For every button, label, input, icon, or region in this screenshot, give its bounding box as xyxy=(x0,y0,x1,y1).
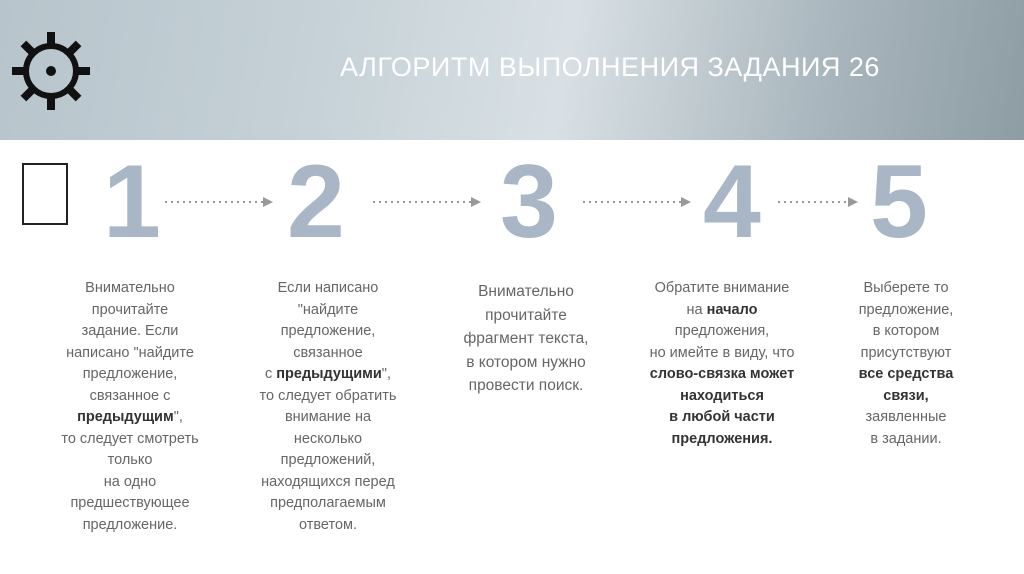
text: провести поиск. xyxy=(468,377,584,394)
step-line xyxy=(806,321,1006,343)
text: только xyxy=(107,452,153,468)
step-line xyxy=(426,304,626,328)
text: предложений, xyxy=(280,452,376,468)
gear-icon xyxy=(12,32,90,110)
step-line xyxy=(30,300,230,322)
step-line xyxy=(30,450,230,472)
step-line xyxy=(228,407,428,429)
step-line xyxy=(30,386,230,408)
text: в котором xyxy=(872,323,940,339)
step-text-3 xyxy=(426,280,626,398)
text: Если написано xyxy=(277,280,379,296)
text: на xyxy=(686,301,707,318)
arrow-icon xyxy=(583,195,691,209)
step-line xyxy=(30,429,230,451)
arrow-icon xyxy=(373,195,481,209)
step-line xyxy=(228,300,428,322)
empty-square xyxy=(22,163,68,225)
step-line xyxy=(806,407,1006,429)
step-line xyxy=(228,364,428,386)
step-line xyxy=(30,515,230,537)
step-line xyxy=(228,493,428,515)
text: прочитайте xyxy=(485,306,567,324)
text: предложения, xyxy=(674,323,770,339)
step-line xyxy=(617,364,827,386)
step-line xyxy=(806,386,1006,408)
text: предложение, xyxy=(280,323,376,339)
text: написано "найдите xyxy=(66,344,194,361)
step-line xyxy=(806,278,1006,300)
step-line xyxy=(806,300,1006,322)
text: то следует смотреть xyxy=(61,430,199,447)
text: "найдите xyxy=(297,301,359,318)
step-text-4 xyxy=(617,278,827,450)
bold-text: предыдущими xyxy=(276,366,382,382)
step-line xyxy=(426,374,626,398)
text: связанное с xyxy=(89,387,171,404)
page-title: АЛГОРИТМ ВЫПОЛНЕНИЯ ЗАДАНИЯ 26 xyxy=(340,52,880,82)
step-number-3: 3 xyxy=(500,144,558,260)
step-line xyxy=(426,280,626,304)
arrow-icon xyxy=(165,195,273,209)
text: но имейте в виду, что xyxy=(649,344,795,361)
text: фрагмент текста, xyxy=(463,330,589,347)
step-line xyxy=(30,493,230,515)
text: внимание на xyxy=(284,409,372,425)
text: находящихся перед xyxy=(261,473,395,490)
text: присутствуют xyxy=(860,344,952,361)
bold-text: начало xyxy=(706,301,758,318)
text: в задании. xyxy=(870,430,942,447)
text: несколько xyxy=(293,430,363,447)
step-line xyxy=(617,321,827,343)
step-line xyxy=(30,321,230,343)
text: Выберете то xyxy=(863,280,949,296)
text: прочитайте xyxy=(91,301,169,318)
bold-text: предыдущим xyxy=(77,409,174,425)
text: то следует обратить xyxy=(259,387,397,404)
step-text-5 xyxy=(806,278,1006,450)
step-line xyxy=(806,429,1006,451)
step-line xyxy=(806,364,1006,386)
text: заявленные xyxy=(865,409,947,425)
text: ", xyxy=(173,409,183,425)
bold-text: в любой части xyxy=(669,409,775,425)
step-line xyxy=(426,351,626,375)
step-text-1 xyxy=(30,278,230,536)
bold-text: все средства xyxy=(858,366,954,382)
text: с xyxy=(265,366,277,382)
step-line xyxy=(617,407,827,429)
text: ", xyxy=(381,366,391,382)
header-banner xyxy=(0,0,1024,140)
text: связанное xyxy=(293,344,363,361)
text: Внимательно xyxy=(478,283,574,300)
step-line xyxy=(228,278,428,300)
text: задание. Если xyxy=(81,323,179,339)
step-line xyxy=(30,364,230,386)
bold-text: предложения. xyxy=(671,430,773,447)
step-line xyxy=(426,327,626,351)
text: Обратите внимание xyxy=(654,280,790,296)
step-number-1: 1 xyxy=(103,144,161,260)
bold-text: связи, xyxy=(883,387,929,404)
bold-text: находиться xyxy=(680,387,764,404)
step-number-5: 5 xyxy=(870,144,928,260)
step-line xyxy=(228,429,428,451)
text: предполагаемым xyxy=(270,495,386,511)
step-line xyxy=(228,386,428,408)
step-line xyxy=(30,472,230,494)
text: предложение, xyxy=(858,301,954,318)
text: на одно xyxy=(103,473,157,490)
step-line xyxy=(228,472,428,494)
step-line xyxy=(228,343,428,365)
step-line xyxy=(228,450,428,472)
step-line xyxy=(30,407,230,429)
step-line xyxy=(617,300,827,322)
text: ответом. xyxy=(298,516,358,533)
text: в котором нужно xyxy=(466,353,586,371)
step-text-2 xyxy=(228,278,428,536)
step-line xyxy=(617,278,827,300)
step-line xyxy=(617,343,827,365)
arrow-icon xyxy=(778,195,858,209)
step-line xyxy=(228,515,428,537)
step-line xyxy=(30,343,230,365)
step-line xyxy=(617,429,827,451)
step-line xyxy=(228,321,428,343)
text: предложение, xyxy=(82,366,178,382)
text: Внимательно xyxy=(85,280,175,296)
step-line xyxy=(806,343,1006,365)
step-number-4: 4 xyxy=(703,144,761,260)
step-line xyxy=(30,278,230,300)
step-line xyxy=(617,386,827,408)
text: предложение. xyxy=(82,516,178,533)
step-number-2: 2 xyxy=(287,144,345,260)
bold-text: слово-связка может xyxy=(649,366,795,382)
text: предшествующее xyxy=(70,495,190,511)
